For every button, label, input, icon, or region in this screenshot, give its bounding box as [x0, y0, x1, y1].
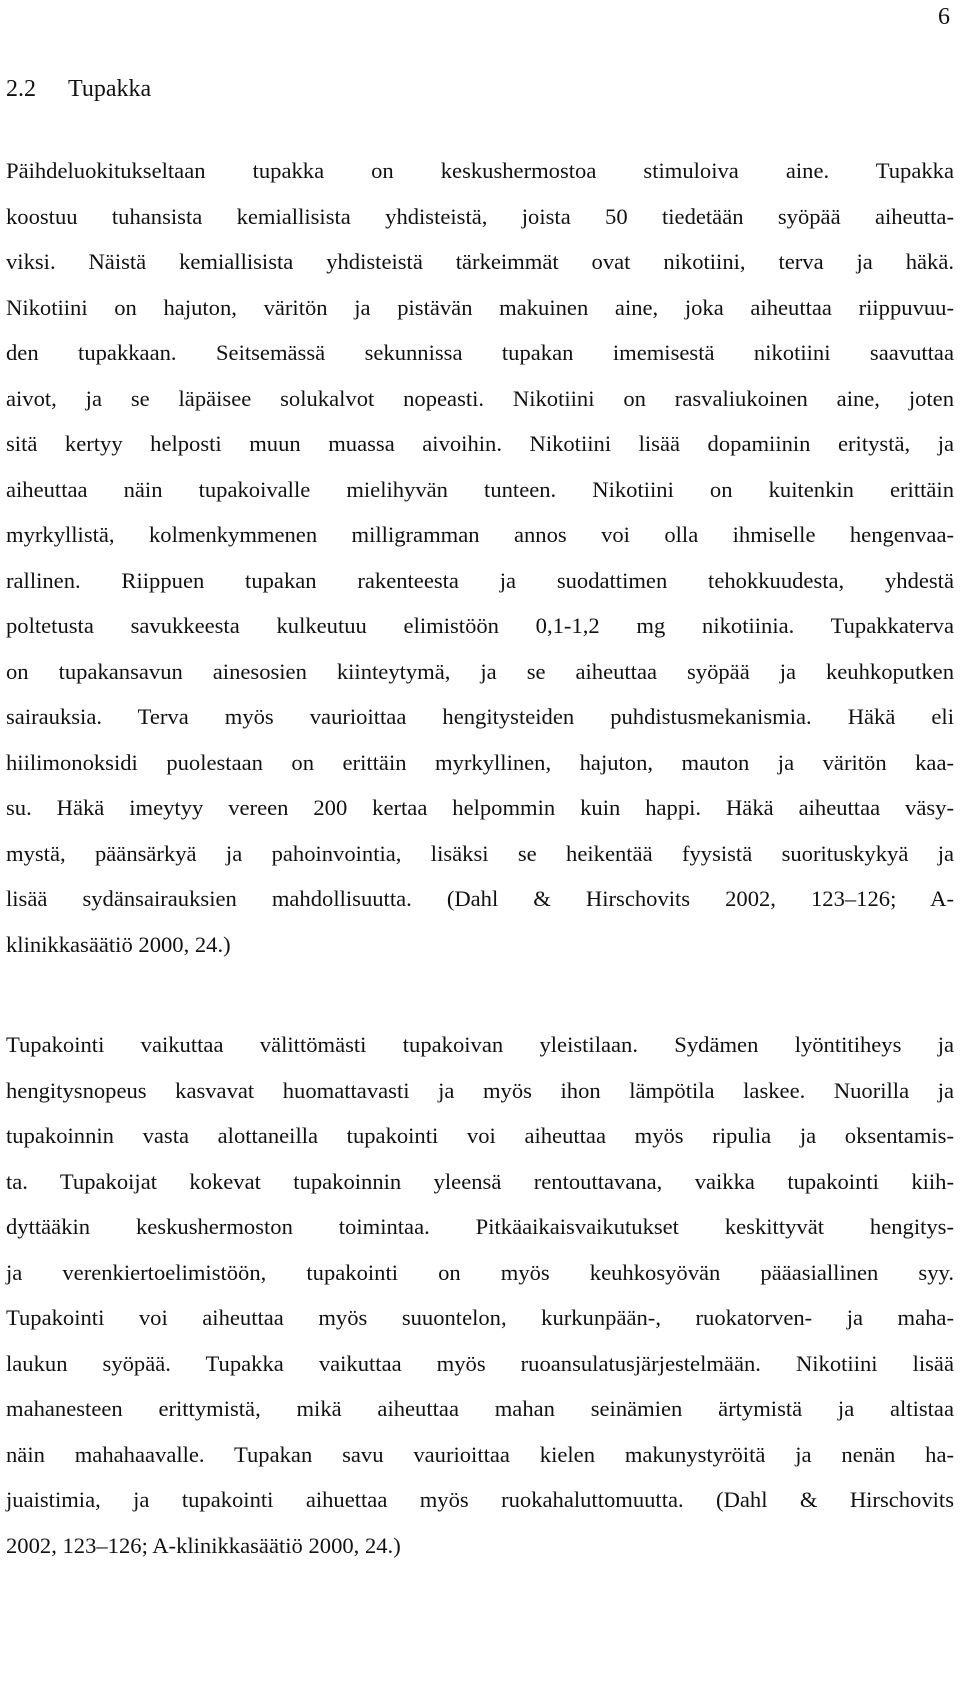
- section-title: Tupakka: [68, 76, 152, 102]
- text-line: Tupakointi vaikuttaa välittömästi tupakoivan yleistilaan. Sydämen lyöntitiheys ja: [6, 1032, 954, 1057]
- section-number: 2.2: [6, 76, 36, 102]
- text-line: koostuu tuhansista kemiallisista yhdisteistä, joista 50 tiedetään syöpää aiheutta-: [6, 203, 954, 229]
- page-number: 6: [938, 4, 950, 30]
- text-line: viksi. Näistä kemiallisista yhdisteistä tärkeimmät ovat nikotiini, terva ja häkä.: [6, 249, 954, 274]
- text-line: Päihdeluokitukseltaan tupakka on keskushermostoa stimuloiva aine. Tupakka: [6, 158, 954, 183]
- text-line: laukun syöpää. Tupakka vaikuttaa myös ruoansulatusjärjestelmään. Nikotiini lisää: [6, 1350, 954, 1376]
- text-line: on tupakansavun ainesosien kiinteytymä, ja se aiheuttaa syöpää ja keuhkoputken: [6, 658, 954, 684]
- text-line: 2002, 123–126; A-klinikkasäätiö 2000, 24.): [6, 1532, 401, 1558]
- text-line: mystä, päänsärkyä ja pahoinvointia, lisäksi se heikentää fyysistä suorituskykyä ja: [6, 840, 954, 866]
- text-line: poltetusta savukkeesta kulkeutuu elimistöön 0,1-1,2 mg nikotiinia. Tupakkaterva: [6, 613, 954, 638]
- text-line: rallinen. Riippuen tupakan rakenteesta ja suodattimen tehokkuudesta, yhdestä: [6, 567, 954, 593]
- text-line: den tupakkaan. Seitsemässä sekunnissa tupakan imemisestä nikotiini saavuttaa: [6, 340, 954, 365]
- text-line: aiheuttaa näin tupakoivalle mielihyvän tunteen. Nikotiini on kuitenkin erittäin: [6, 476, 954, 502]
- text-line: klinikkasäätiö 2000, 24.): [6, 931, 231, 957]
- text-line: juaistimia, ja tupakointi aihuettaa myös ruokahaluttomuutta. (Dahl & Hirschovits: [6, 1487, 954, 1512]
- paragraph-tobacco-composition: [6, 148, 954, 967]
- paragraph-smoking-effects: [6, 1022, 954, 1568]
- text-line: hiilimonoksidi puolestaan on erittäin myrkyllinen, hajuton, mauton ja väritön kaa-: [6, 749, 954, 775]
- text-line: tupakoinnin vasta alottaneilla tupakointi voi aiheuttaa myös ripulia ja oksentamis-: [6, 1123, 954, 1148]
- text-line: Nikotiini on hajuton, väritön ja pistävän makuinen aine, joka aiheuttaa riippuvuu-: [6, 294, 954, 320]
- text-line: lisää sydänsairauksien mahdollisuutta. (Dahl & Hirschovits 2002, 123–126; A-: [6, 886, 954, 911]
- text-line: ta. Tupakoijat kokevat tupakoinnin yleensä rentouttavana, vaikka tupakointi kiih-: [6, 1168, 954, 1194]
- text-line: ja verenkiertoelimistöön, tupakointi on myös keuhkosyövän pääasiallinen syy.: [6, 1259, 954, 1285]
- text-line: hengitysnopeus kasvavat huomattavasti ja myös ihon lämpötila laskee. Nuorilla ja: [6, 1077, 954, 1103]
- section-heading: [6, 76, 151, 103]
- text-line: sitä kertyy helposti muun muassa aivoihin. Nikotiini lisää dopamiinin eritystä, ja: [6, 431, 954, 456]
- text-line: dyttääkin keskushermoston toimintaa. Pitkäaikaisvaikutukset keskittyvät hengitys-: [6, 1214, 954, 1239]
- text-line: mahanesteen erittymistä, mikä aiheuttaa mahan seinämien ärtymistä ja altistaa: [6, 1396, 954, 1421]
- text-line: sairauksia. Terva myös vaurioittaa hengitysteiden puhdistusmekanismia. Häkä eli: [6, 704, 954, 729]
- text-line: aivot, ja se läpäisee solukalvot nopeasti. Nikotiini on rasvaliukoinen aine, joten: [6, 385, 954, 411]
- text-line: su. Häkä imeytyy vereen 200 kertaa helpommin kuin happi. Häkä aiheuttaa väsy-: [6, 795, 954, 820]
- text-line: näin mahahaavalle. Tupakan savu vaurioittaa kielen makunystyröitä ja nenän ha-: [6, 1441, 954, 1467]
- text-line: myrkyllistä, kolmenkymmenen milligramman annos voi olla ihmiselle hengenvaa-: [6, 522, 954, 547]
- text-line: Tupakointi voi aiheuttaa myös suuontelon, kurkunpään-, ruokatorven- ja maha-: [6, 1305, 954, 1330]
